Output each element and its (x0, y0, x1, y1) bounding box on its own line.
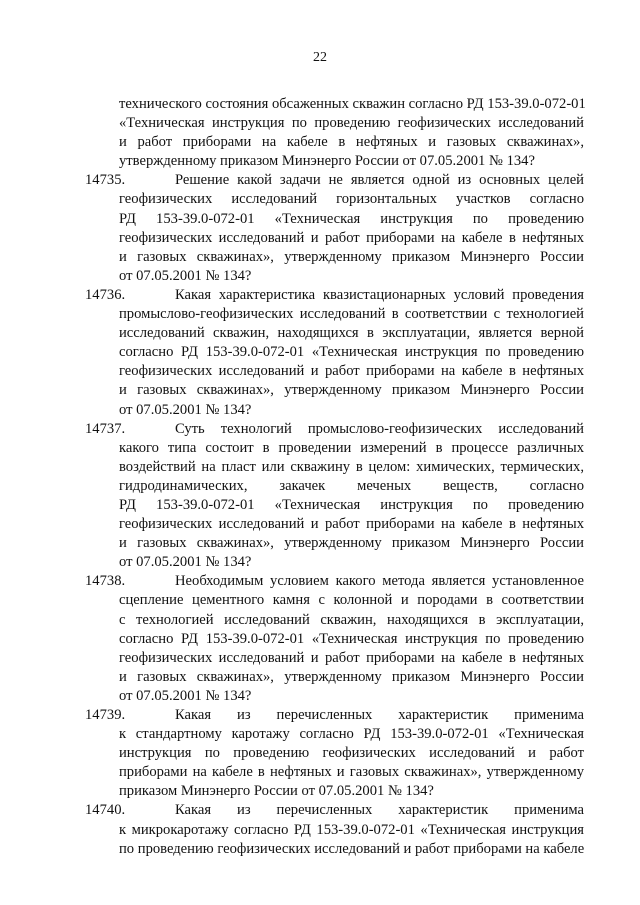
document-body (85, 95, 586, 859)
text-line: и газовых скважинах», утвержденному приказом Минэнерго России (119, 248, 584, 265)
text-line: какого типа состоит в проведении измерений в процессе различных (119, 439, 584, 456)
question-item (85, 572, 584, 706)
text-line: с технологией исследований скважин, находящихся в эксплуатации, (119, 611, 584, 628)
question-item (85, 801, 585, 858)
question-item (85, 171, 584, 286)
text-line: геофизических исследований и работ приборами на кабеле в нефтяных (119, 229, 584, 246)
text-line: и газовых скважинах», утвержденному приказом Минэнерго России (119, 535, 584, 552)
text-line: РД 153-39.0-072-01 «Техническая инструкция по проведению (119, 496, 584, 513)
text-line: Какая характеристика квазистационарных условий проведения (175, 286, 584, 303)
text-line: геофизических исследований и работ приборами на кабеле в нефтяных (119, 649, 584, 666)
text-line: к микрокаротажу согласно РД 153-39.0-072-01 «Техническая инструкция (119, 821, 584, 838)
question-number: 14736. (85, 286, 126, 303)
question-item (85, 286, 584, 420)
question-number: 14737. (85, 420, 126, 437)
text-line: РД 153-39.0-072-01 «Техническая инструкция по проведению (119, 210, 584, 227)
question-item (85, 420, 584, 573)
text-line: к стандартному каротажу согласно РД 153-39.0-072-01 «Техническая (119, 726, 584, 743)
question-item (85, 706, 584, 801)
question-number: 14739. (85, 707, 126, 723)
text-line: согласно РД 153-39.0-072-01 «Техническая инструкция по проведению (119, 344, 584, 361)
text-line: «Техническая инструкция по проведению геофизических исследований (119, 115, 584, 132)
text-line: Суть технологий промыслово-геофизических исследований (175, 420, 584, 437)
question-number: 14735. (85, 172, 126, 189)
text-line: от 07.05.2001 № 134? (119, 554, 252, 571)
text-line: приборами на кабеле в нефтяных и газовых скважинах», утвержденному (119, 764, 584, 781)
question-number: 14740. (85, 802, 126, 819)
text-line: геофизических исследований горизонтальных участков согласно (119, 191, 584, 208)
text-line: по проведению геофизических исследований и работ приборами на кабеле (119, 840, 585, 857)
text-line: промыслово-геофизических исследований в соответствии с технологией (119, 306, 584, 323)
text-line: и газовых скважинах», утвержденному приказом Минэнерго России (119, 668, 584, 685)
text-line: Какая из перечисленных характеристик применима (175, 707, 584, 723)
text-line: от 07.05.2001 № 134? (119, 267, 252, 284)
text-line: Необходимым условием какого метода является установленное (175, 573, 584, 590)
text-line: гидродинамических, закачек меченых веществ, согласно (119, 477, 584, 494)
text-line: приказом Минэнерго России от 07.05.2001 № 134? (119, 783, 434, 800)
text-line: от 07.05.2001 № 134? (119, 401, 252, 418)
text-line: геофизических исследований и работ приборами на кабеле в нефтяных (119, 516, 584, 533)
text-line: сцепление цементного камня с колонной и породами в соответствии (119, 592, 584, 609)
intro-paragraph (119, 95, 584, 171)
text-line: исследований скважин, находящихся в эксплуатации, является верной (119, 325, 584, 342)
text-line: Решение какой задачи не является одной из основных целей (175, 172, 584, 189)
text-line: технического состояния обсаженных скважин согласно РД 153-39.0-072-01 (119, 96, 586, 112)
text-line: воздействий на пласт или скважину в целом: химических, термических, (119, 458, 584, 475)
text-line: Какая из перечисленных характеристик применима (175, 802, 584, 819)
text-line: утвержденному приказом Минэнерго России от 07.05.2001 № 134? (119, 153, 535, 170)
text-line: геофизических исследований и работ приборами на кабеле в нефтяных (119, 363, 584, 380)
text-line: и газовых скважинах», утвержденному приказом Минэнерго России (119, 382, 584, 399)
text-line: инструкция по проведению геофизических исследований и работ (119, 745, 584, 762)
text-line: от 07.05.2001 № 134? (119, 687, 252, 704)
page-number: 22 (313, 50, 327, 65)
text-line: согласно РД 153-39.0-072-01 «Техническая инструкция по проведению (119, 630, 584, 647)
text-line: и работ приборами на кабеле в нефтяных и газовых скважинах», (119, 134, 584, 151)
question-number: 14738. (85, 573, 126, 590)
